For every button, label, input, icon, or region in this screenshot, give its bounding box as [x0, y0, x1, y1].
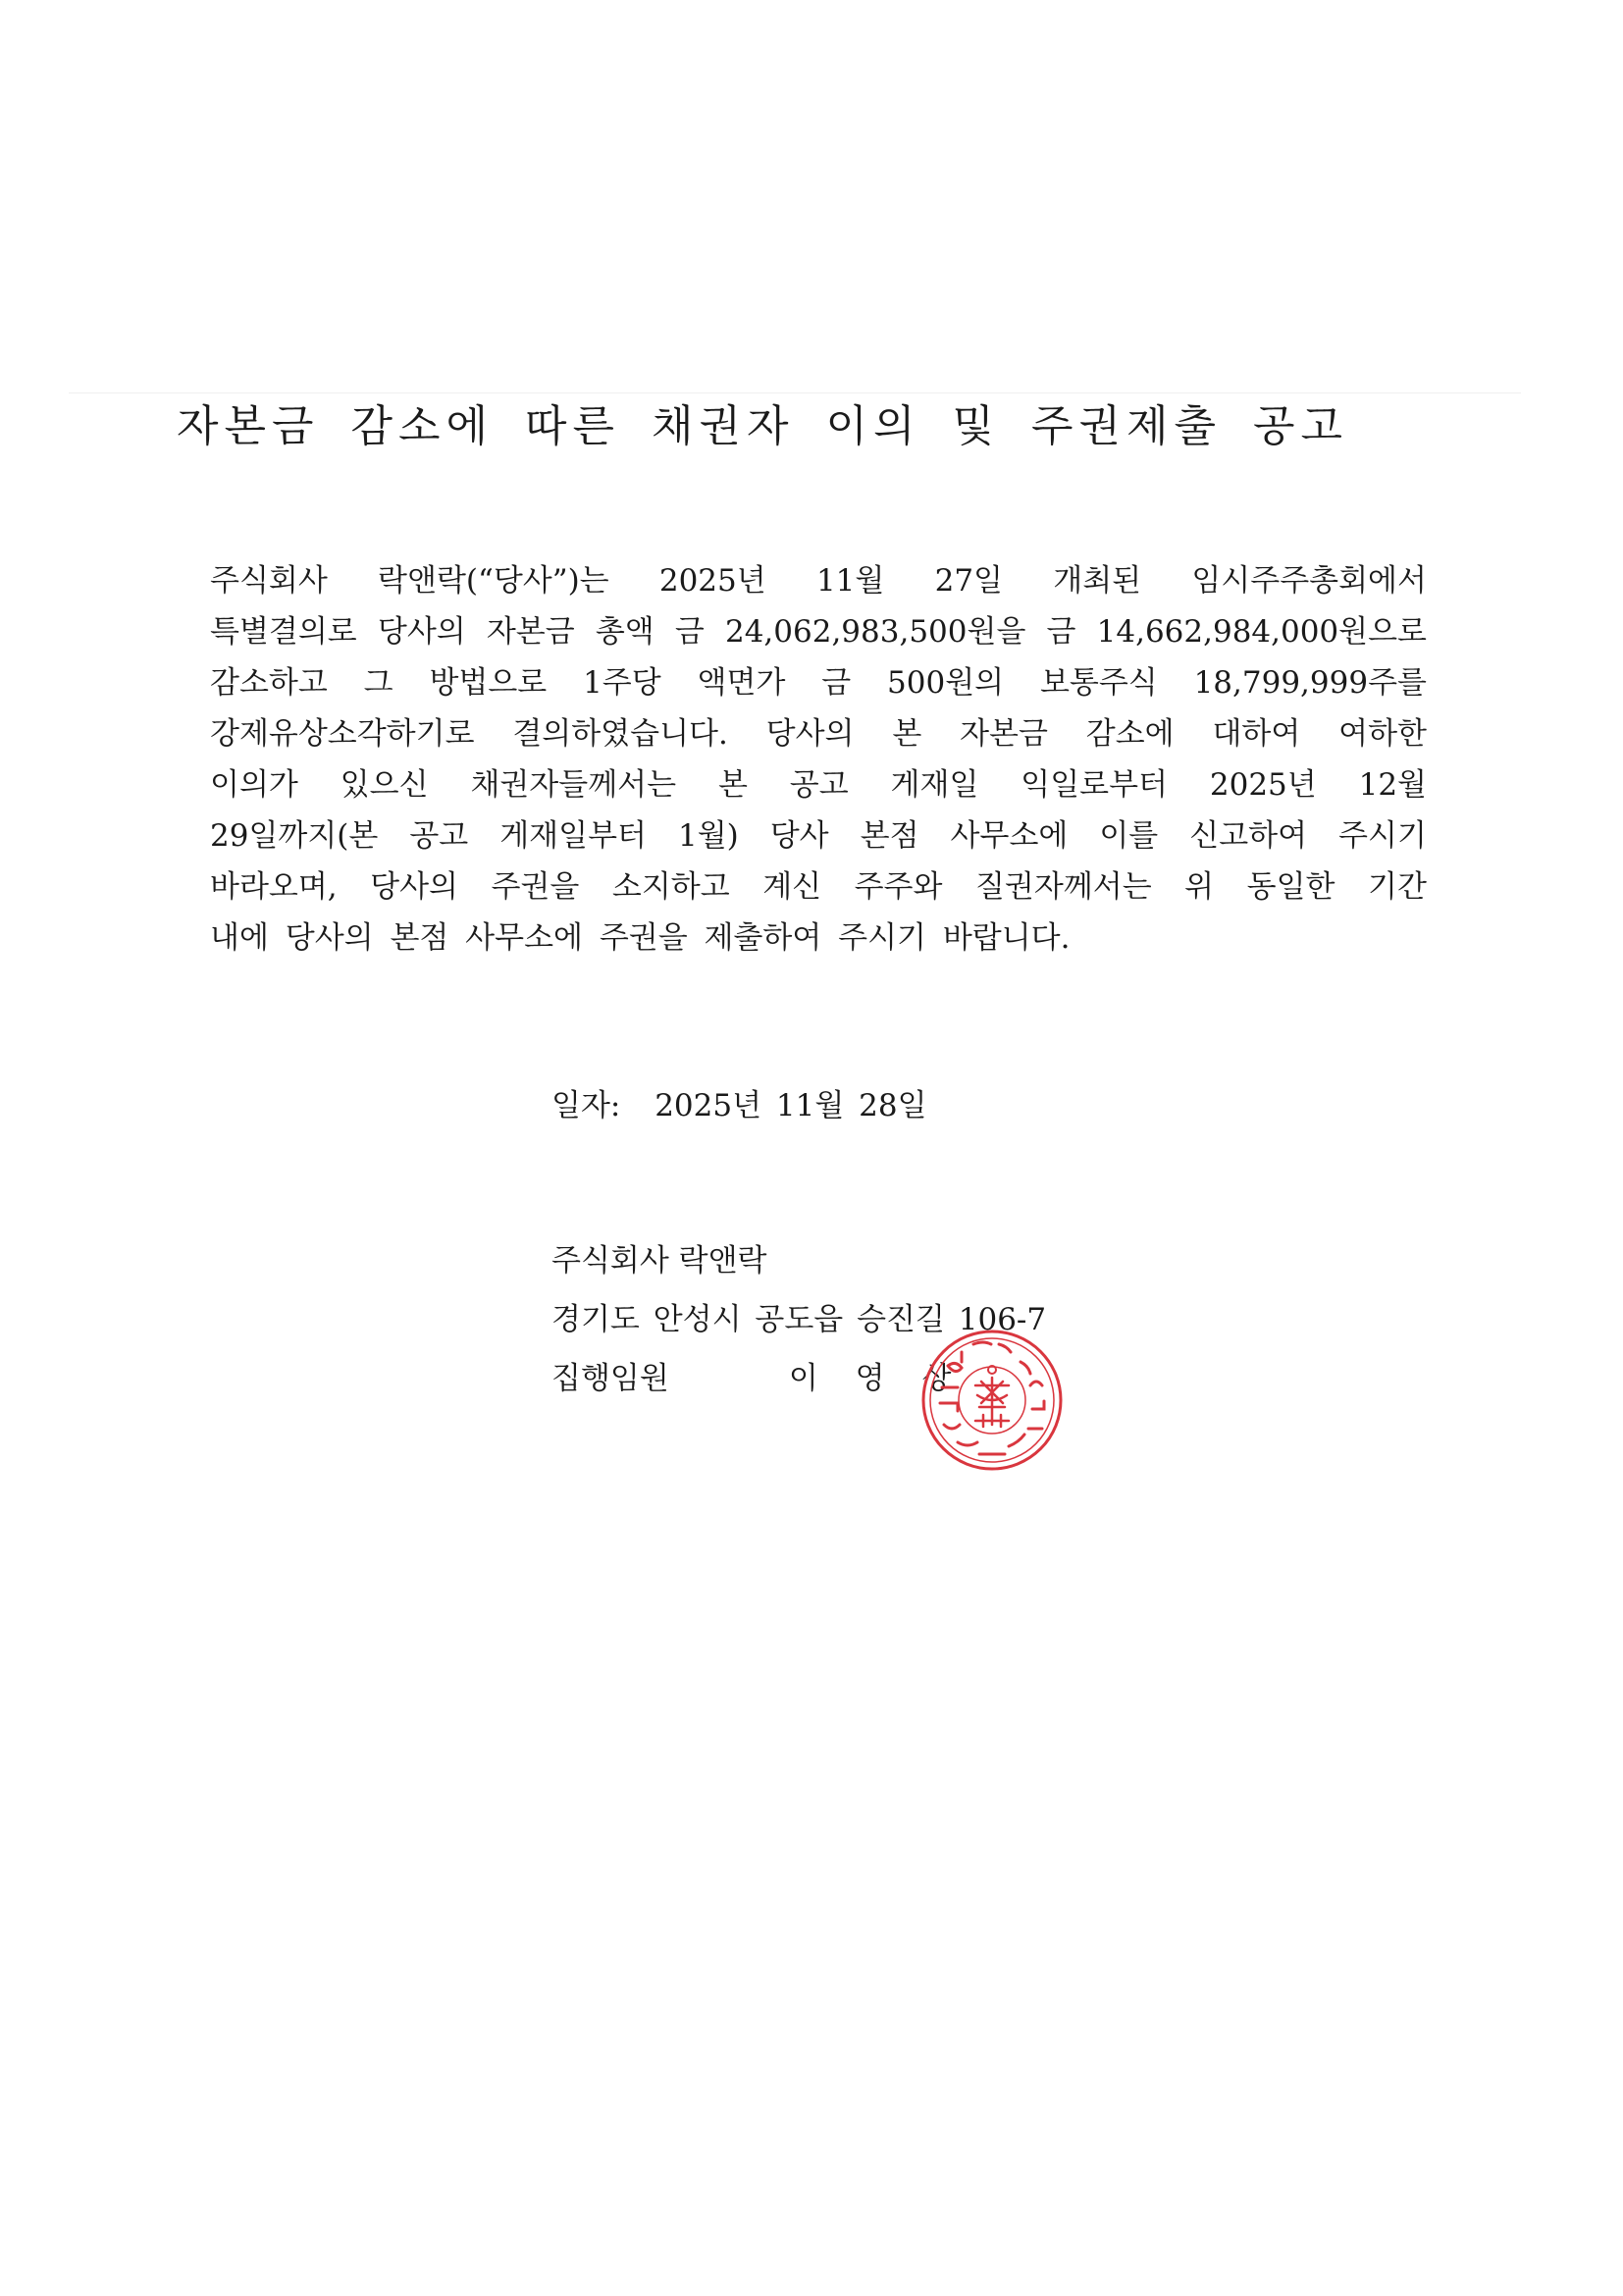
body-word: 보통주식	[1039, 665, 1158, 701]
notice-date	[551, 1081, 927, 1130]
body-word: 게재일	[890, 767, 979, 803]
body-word: 동일한	[1246, 869, 1335, 905]
body-word: 강제유상소각하기로	[210, 716, 475, 752]
body-word: 금	[674, 614, 705, 650]
body-word: 본	[717, 767, 748, 803]
body-line	[210, 659, 1427, 710]
body-word: 12월	[1358, 767, 1427, 803]
body-line	[210, 812, 1427, 863]
body-word: 익일로부터	[1021, 767, 1168, 803]
body-word: 게재일부터	[499, 818, 647, 854]
body-word: 27일	[934, 563, 1004, 599]
body-line	[210, 608, 1427, 659]
body-word: 금	[1046, 614, 1076, 650]
company-address: 경기도 안성시 공도읍 승진길 106-7	[551, 1302, 1047, 1337]
body-word: 감소에	[1085, 716, 1175, 752]
body-word: 채권자들께서는	[470, 767, 677, 803]
body-line	[210, 557, 1427, 608]
body-word: 계신	[762, 869, 822, 905]
officer-name: 이 영 상	[788, 1361, 966, 1396]
body-word: 주주와	[854, 869, 943, 905]
body-word: 당사의	[377, 614, 466, 650]
body-word: 바라오며,	[210, 869, 338, 905]
body-word: 위	[1184, 869, 1215, 905]
body-word: 1주당	[583, 665, 661, 701]
body-word: 금	[821, 665, 852, 701]
body-word: 그	[363, 665, 393, 701]
notice-title: 자본금 감소에 따른 채권자 이의 및 주권제출 공고	[177, 401, 1348, 451]
body-word: 24,062,983,500원을	[724, 614, 1026, 650]
body-word: 주권을	[491, 869, 580, 905]
body-word: 신고하여	[1189, 818, 1308, 854]
date-label: 일자:	[551, 1088, 621, 1123]
date-value: 2025년 11월 28일	[654, 1088, 927, 1123]
body-word: 기간	[1368, 869, 1427, 905]
company-name: 주식회사 락앤락	[551, 1243, 767, 1278]
body-word: 이의가	[210, 767, 298, 803]
body-word: 당사	[769, 818, 829, 854]
body-word: 질권자께서는	[974, 869, 1152, 905]
body-word: 29일까지(본	[210, 818, 379, 854]
body-word: 여하한	[1338, 716, 1427, 752]
body-word: 1월)	[677, 818, 739, 854]
body-word: 자본금	[486, 614, 575, 650]
body-word: 특별결의로	[210, 614, 357, 650]
body-word: 자본금	[960, 716, 1048, 752]
body-word: 사무소에	[950, 818, 1069, 854]
body-word: 임시주주총회에서	[1191, 563, 1427, 599]
body-line	[210, 863, 1427, 914]
body-word: 총액	[595, 614, 654, 650]
body-line	[210, 710, 1427, 761]
body-word: 결의하였습니다.	[512, 716, 728, 752]
body-word: 공고	[409, 818, 469, 854]
body-word: 락앤락(“당사”)는	[378, 563, 609, 599]
company-seal-stamp	[918, 1327, 1066, 1474]
body-word: 본점	[860, 818, 919, 854]
body-word: 14,662,984,000원으로	[1096, 614, 1427, 650]
body-word: 방법으로	[429, 665, 548, 701]
body-word: 당사의	[370, 869, 458, 905]
body-word: 500원의	[887, 665, 1005, 701]
body-word: 11월	[815, 563, 885, 599]
body-word: 공고	[789, 767, 849, 803]
body-word: 주시기	[1338, 818, 1427, 854]
body-word: 주식회사	[210, 563, 328, 599]
body-line-last: 내에 당사의 본점 사무소에 주권을 제출하여 주시기 바랍니다.	[210, 920, 1071, 956]
body-word: 개최된	[1053, 563, 1142, 599]
body-word: 당사의	[765, 716, 855, 752]
body-word: 감소하고	[210, 665, 328, 701]
body-word: 이를	[1099, 818, 1159, 854]
body-word: 18,799,999주를	[1193, 665, 1427, 701]
officer-title: 집행임원	[551, 1361, 669, 1396]
body-word: 2025년	[658, 563, 766, 599]
body-word: 소지하고	[611, 869, 730, 905]
body-word: 대하여	[1212, 716, 1301, 752]
body-word: 2025년	[1209, 767, 1317, 803]
body-word: 액면가	[697, 665, 786, 701]
body-line	[210, 761, 1427, 812]
body-word: 있으신	[340, 767, 429, 803]
notice-body	[210, 557, 1427, 965]
body-word: 본	[892, 716, 922, 752]
